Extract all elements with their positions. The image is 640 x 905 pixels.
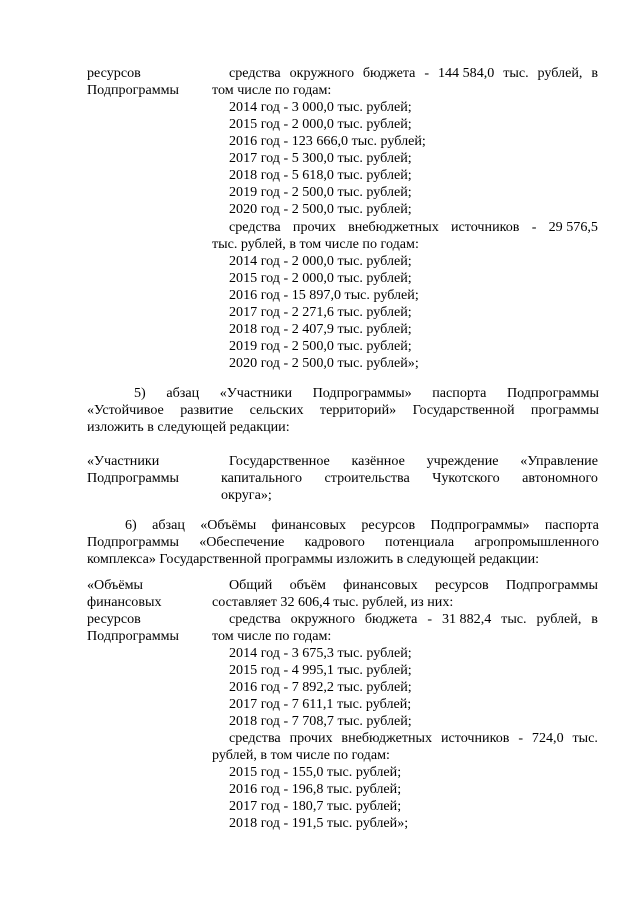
year-line: 2016 год - 7 892,2 тыс. рублей; [229,679,412,695]
year-line: 2020 год - 2 500,0 тыс. рублей»; [229,355,419,371]
year-line: 2016 год - 15 897,0 тыс. рублей; [229,287,419,303]
table-label-line: Подпрограммы [87,470,180,486]
year-line: 2018 год - 2 407,9 тыс. рублей; [229,321,412,337]
year-line: 2015 год - 2 000,0 тыс. рублей; [229,116,412,132]
participant-line: округа»; [221,487,272,503]
funding-line: средства окружного бюджета - 31 882,4 тыс. рублей, в [229,611,598,627]
amendment-paragraph-line: «Устойчивое развитие сельских территорий» Государственной программы [87,402,599,418]
amendment-paragraph-line: Подпрограммы «Обеспечение кадрового потенциала агропромышленного [87,534,599,550]
amendment-paragraph-line: 5) абзац «Участники Подпрограммы» паспорта Подпрограммы [134,385,599,401]
table-label-line: ресурсов [87,65,141,81]
year-line: 2015 год - 2 000,0 тыс. рублей; [229,270,412,286]
year-line: 2017 год - 7 611,1 тыс. рублей; [229,696,412,712]
amendment-paragraph-line: изложить в следующей редакции: [87,419,290,435]
year-line: 2014 год - 3 000,0 тыс. рублей; [229,99,412,115]
amendment-paragraph-line: комплекса» Государственной программы изложить в следующей редакции: [87,551,540,567]
funding-line: средства прочих внебюджетных источников - 724,0 тыс. [229,730,598,746]
funding-line: тыс. рублей, в том числе по годам: [212,236,419,252]
amendment-paragraph-line: 6) абзац «Объёмы финансовых ресурсов Подпрограммы» паспорта [125,517,599,533]
table-label-line: Подпрограммы [87,82,180,98]
funding-line: Общий объём финансовых ресурсов Подпрограммы [229,577,598,593]
table-label-line: Подпрограммы [87,628,180,644]
year-line: 2014 год - 3 675,3 тыс. рублей; [229,645,412,661]
funding-line: средства прочих внебюджетных источников - 29 576,5 [229,219,598,235]
year-line: 2020 год - 2 500,0 тыс. рублей; [229,201,412,217]
year-line: 2017 год - 5 300,0 тыс. рублей; [229,150,412,166]
year-line: 2018 год - 191,5 тыс. рублей»; [229,815,409,831]
table-label-line: «Объёмы [87,577,143,593]
funding-line: рублей, в том числе по годам: [212,747,390,763]
funding-line: том числе по годам: [212,82,332,98]
participant-line: капитального строительства Чукотского автономного [221,470,598,486]
year-line: 2018 год - 5 618,0 тыс. рублей; [229,167,412,183]
year-line: 2015 год - 4 995,1 тыс. рублей; [229,662,412,678]
year-line: 2018 год - 7 708,7 тыс. рублей; [229,713,412,729]
year-line: 2015 год - 155,0 тыс. рублей; [229,764,402,780]
year-line: 2017 год - 180,7 тыс. рублей; [229,798,402,814]
funding-line: средства окружного бюджета - 144 584,0 тыс. рублей, в [229,65,598,81]
year-line: 2016 год - 196,8 тыс. рублей; [229,781,402,797]
year-line: 2017 год - 2 271,6 тыс. рублей; [229,304,412,320]
funding-line: том числе по годам: [212,628,332,644]
table-label-line: финансовых [87,594,162,610]
table-label-line: «Участники [87,453,160,469]
funding-line: составляет 32 606,4 тыс. рублей, из них: [212,594,454,610]
table-label-line: ресурсов [87,611,141,627]
year-line: 2019 год - 2 500,0 тыс. рублей; [229,184,412,200]
year-line: 2014 год - 2 000,0 тыс. рублей; [229,253,412,269]
participant-line: Государственное казённое учреждение «Управление [229,453,598,469]
year-line: 2016 год - 123 666,0 тыс. рублей; [229,133,426,149]
year-line: 2019 год - 2 500,0 тыс. рублей; [229,338,412,354]
